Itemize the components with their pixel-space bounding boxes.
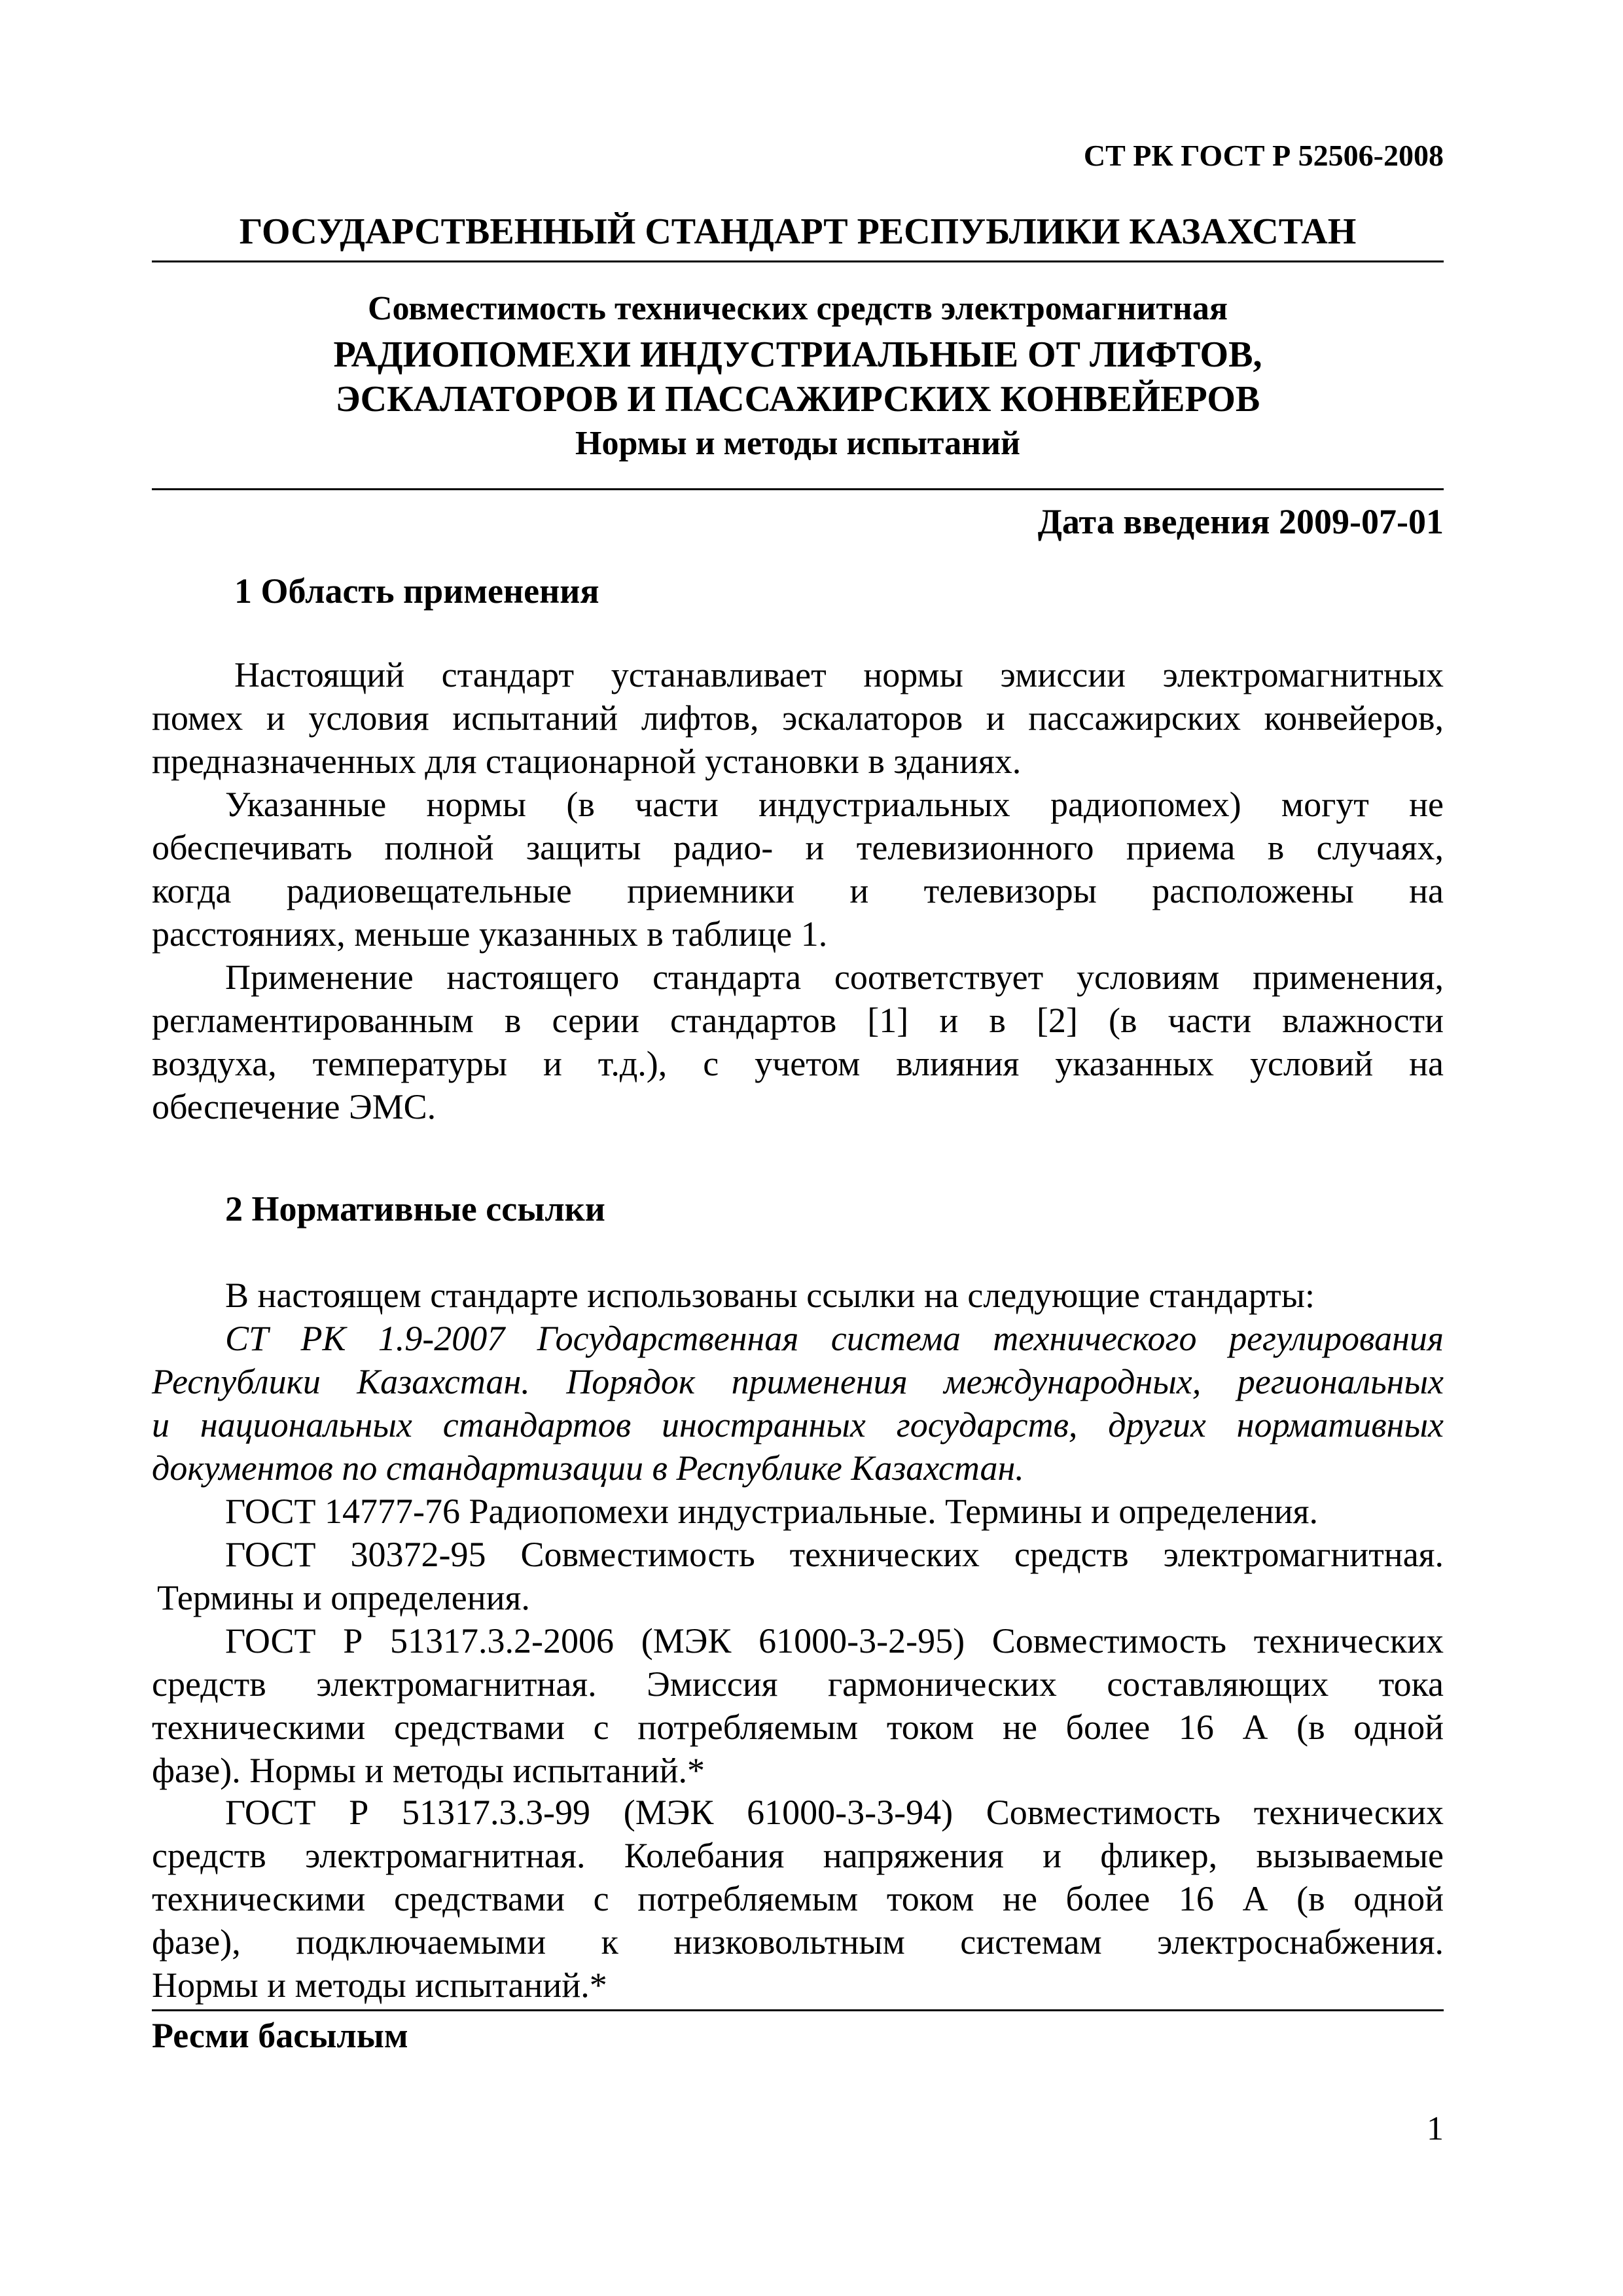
text-line: расстояниях, меньше указанных в таблице 1. — [152, 914, 828, 954]
title-line-2: РАДИОПОМЕХИ ИНДУСТРИАЛЬНЫЕ ОТ ЛИФТОВ, — [333, 334, 1262, 375]
text-line: фазе), подключаемыми к низковольтным системам электроснабжения. — [152, 1922, 1444, 1962]
text-line: Указанные нормы (в части индустриальных радиопомех) могут не — [225, 785, 1444, 824]
page-number: 1 — [1427, 2110, 1444, 2147]
text-line: и национальных стандартов иностранных государств, других нормативных — [152, 1405, 1444, 1444]
section-1-paragraph-3 — [152, 956, 1444, 1128]
section-2-intro: В настоящем стандарте использованы ссылки на следующие стандарты: — [225, 1276, 1315, 1315]
introduction-date: Дата введения 2009-07-01 — [1037, 502, 1444, 541]
reference-gost-14777: ГОСТ 14777-76 Радиопомехи индустриальные. Термины и определения. — [225, 1492, 1319, 1531]
text-line: регламентированным в серии стандартов [1] и в [2] (в части влажности — [152, 1001, 1444, 1040]
text-line: Нормы и методы испытаний.* — [152, 1965, 607, 2005]
title-line-3: ЭСКАЛАТОРОВ И ПАССАЖИРСКИХ КОНВЕЙЕРОВ — [335, 379, 1260, 420]
section-1-paragraph-2 — [152, 783, 1444, 956]
text-line: Республики Казахстан. Порядок применения международных, региональных — [152, 1362, 1444, 1401]
section-1-heading: 1 Область применения — [234, 571, 599, 611]
text-line: помех и условия испытаний лифтов, эскалаторов и пассажирских конвейеров, — [152, 698, 1444, 738]
official-edition-label: Ресми басылым — [152, 2016, 408, 2055]
text-line: техническими средствами с потребляемым током не более 16 А (в одной — [152, 1879, 1444, 1918]
section-1-paragraph-1 — [152, 653, 1444, 783]
text-line: Применение настоящего стандарта соответствует условиям применения, — [225, 958, 1444, 997]
text-line: предназначенных для стационарной установки в зданиях. — [152, 742, 1022, 781]
text-line: ГОСТ Р 51317.3.2-2006 (МЭК 61000-3-2-95) Совместимость технических — [225, 1621, 1444, 1660]
reference-gost-r-51317-3-2 — [152, 1619, 1444, 1792]
reference-gost-30372 — [152, 1533, 1444, 1619]
reference-st-rk-1-9 — [152, 1317, 1444, 1490]
text-line: обеспечивать полной защиты радио- и телевизионного приема в случаях, — [152, 828, 1444, 867]
section-2-heading: 2 Нормативные ссылки — [225, 1189, 605, 1229]
text-line: фазе). Нормы и методы испытаний.* — [152, 1751, 705, 1790]
text-line: ГОСТ 30372-95 Совместимость технических средств электромагнитная. — [225, 1535, 1444, 1574]
text-line: техническими средствами с потребляемым током не более 16 А (в одной — [152, 1708, 1444, 1747]
text-line: документов по стандартизации в Республике Казахстан. — [152, 1448, 1024, 1488]
text-line: воздуха, температуры и т.д.), с учетом влияния указанных условий на — [152, 1044, 1444, 1083]
text-line: ГОСТ Р 51317.3.3-99 (МЭК 61000-3-3-94) Совместимость технических — [225, 1793, 1444, 1832]
title-line-4: Нормы и методы испытаний — [575, 425, 1020, 462]
text-line: Настоящий стандарт устанавливает нормы эмиссии электромагнитных — [234, 655, 1444, 694]
reference-gost-r-51317-3-3 — [152, 1791, 1444, 2007]
header-rule — [152, 260, 1444, 262]
text-line: средств электромагнитная. Эмиссия гармонических составляющих тока — [152, 1664, 1444, 1704]
footer-rule — [152, 2009, 1444, 2011]
state-standard-heading: ГОСУДАРСТВЕННЫЙ СТАНДАРТ РЕСПУБЛИКИ КАЗАХСТАН — [239, 211, 1357, 252]
text-line: Термины и определения. — [157, 1578, 530, 1617]
text-line: средств электромагнитная. Колебания напряжения и фликер, вызываемые — [152, 1836, 1444, 1875]
text-line: когда радиовещательные приемники и телевизоры расположены на — [152, 871, 1444, 910]
text-line: СТ РК 1.9-2007 Государственная система технического регулирования — [225, 1319, 1444, 1358]
title-line-1: Совместимость технических средств электромагнитная — [367, 290, 1228, 327]
text-line: обеспечение ЭМС. — [152, 1087, 437, 1126]
document-code: СТ РК ГОСТ Р 52506-2008 — [1083, 139, 1444, 172]
title-rule — [152, 488, 1444, 490]
